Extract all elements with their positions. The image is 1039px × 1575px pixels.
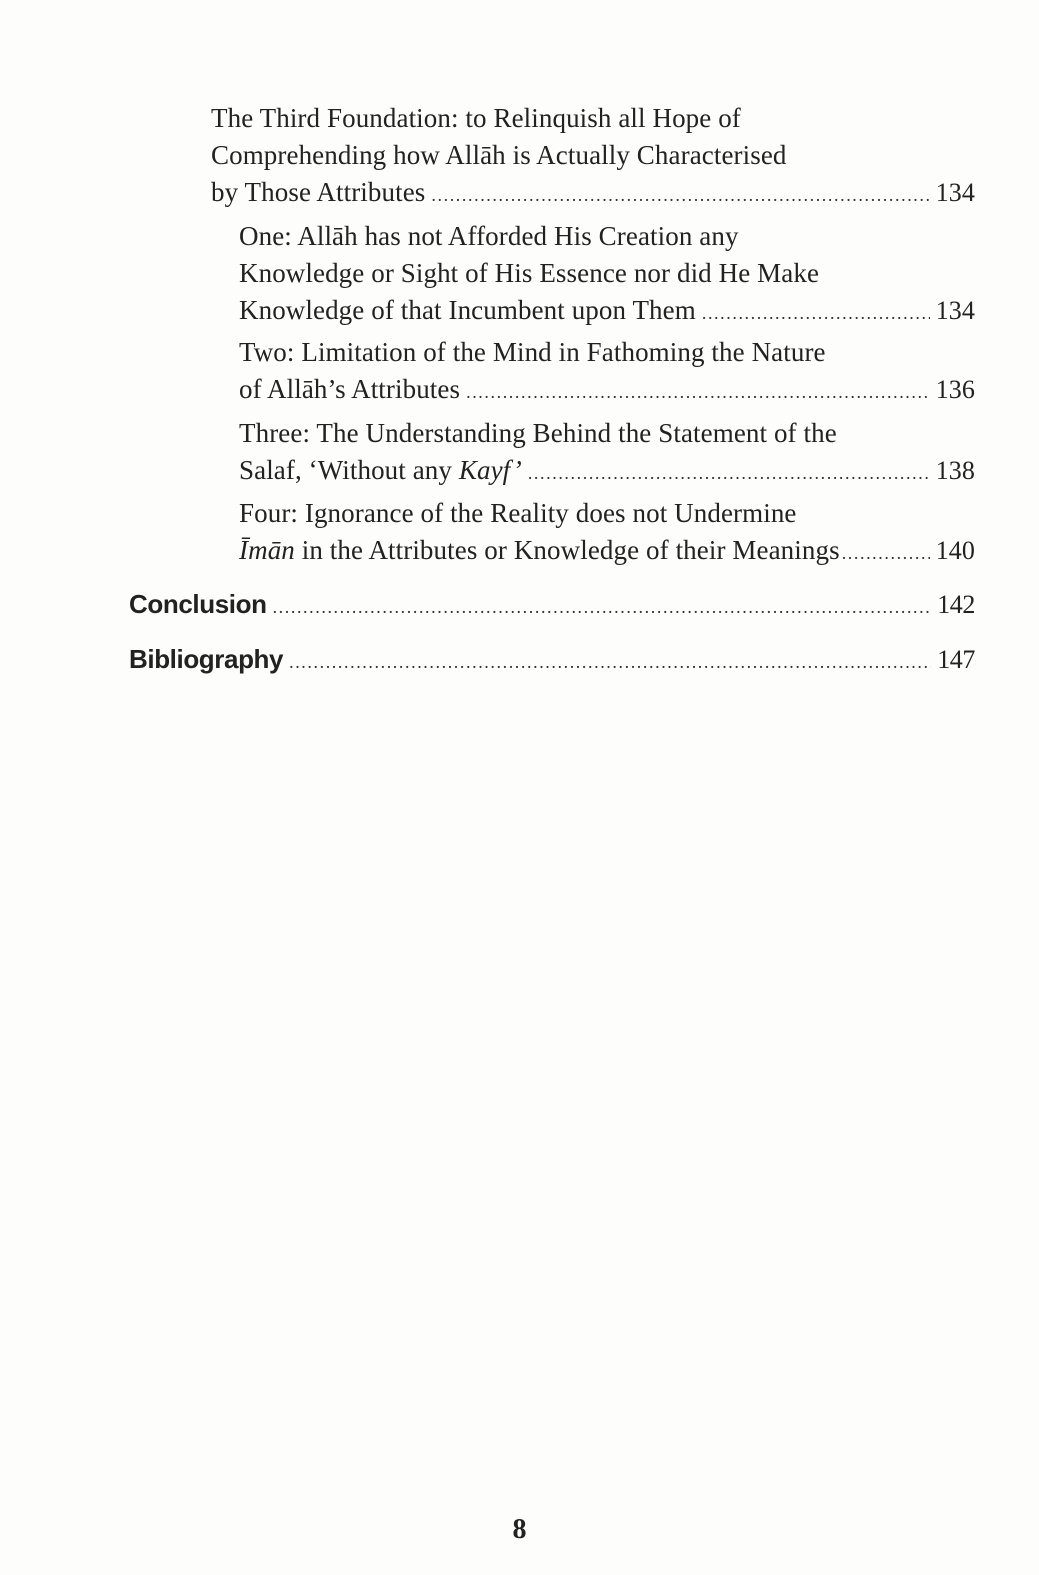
toc-entry-text-italic: Kayf’ (458, 455, 522, 485)
toc-entry-text (239, 452, 522, 489)
toc-entry-final-line (239, 371, 975, 411)
toc-entry-line: One: Allāh has not Afforded His Creation any (239, 221, 739, 251)
dot-leader (289, 644, 931, 681)
toc-page-number: 134 (935, 296, 975, 325)
dot-leader (702, 295, 930, 332)
toc-entry-line: Two: Limitation of the Mind in Fathoming the Nature (239, 337, 826, 367)
dot-leader (273, 589, 932, 626)
dot-leader (431, 177, 929, 214)
toc-entry-chapter (129, 586, 975, 626)
dot-leader (466, 374, 930, 411)
toc-page-number: 142 (937, 590, 975, 619)
dot-leader (842, 535, 930, 572)
toc-entry-line: Comprehending how Allāh is Actually Characterised (211, 140, 787, 170)
toc-entry (239, 495, 975, 572)
toc-entry-final-line (239, 532, 975, 572)
toc-entry (211, 100, 975, 214)
toc-entry-text-roman: in the Attributes or Knowledge of their Meanings (294, 535, 840, 565)
toc-entry-text: Knowledge of that Incumbent upon Them (239, 295, 696, 325)
toc-entry-text: of Allāh’s Attributes (239, 374, 461, 404)
toc-entry (239, 334, 975, 411)
toc-entry (239, 415, 975, 492)
toc-page-number: 138 (935, 456, 975, 485)
toc-entry-final-line (129, 586, 975, 626)
toc-page-number: 147 (937, 645, 975, 674)
toc-entry-text (239, 532, 840, 569)
toc-entry (239, 218, 975, 332)
toc-entry-line: Knowledge or Sight of His Essence nor did He Make (239, 258, 820, 288)
toc-entry-text: by Those Attributes (211, 177, 426, 207)
toc-entry-chapter (129, 641, 975, 681)
toc-entry-text-roman: Salaf, ‘Without any (239, 455, 459, 485)
dot-leader (528, 455, 930, 492)
toc-entry-line: The Third Foundation: to Relinquish all Hope of (211, 103, 741, 133)
toc-entry-final-line (129, 641, 975, 681)
page-number: 8 (512, 1514, 527, 1545)
toc-entry-text: Bibliography (129, 644, 284, 674)
toc-entry-text: Conclusion (129, 589, 267, 619)
toc-entry-final-line (239, 452, 975, 492)
toc-page-number: 134 (935, 178, 975, 207)
toc-entry-line: Three: The Understanding Behind the Statement of the (239, 418, 837, 448)
toc-entry-line: Four: Ignorance of the Reality does not Undermine (239, 498, 797, 528)
toc-page-number: 136 (935, 375, 975, 404)
toc-entry-final-line (211, 174, 975, 214)
toc-page-number: 140 (935, 536, 975, 565)
toc-entry-final-line (239, 292, 975, 332)
toc-entry-text-italic: Īmān (239, 535, 295, 565)
